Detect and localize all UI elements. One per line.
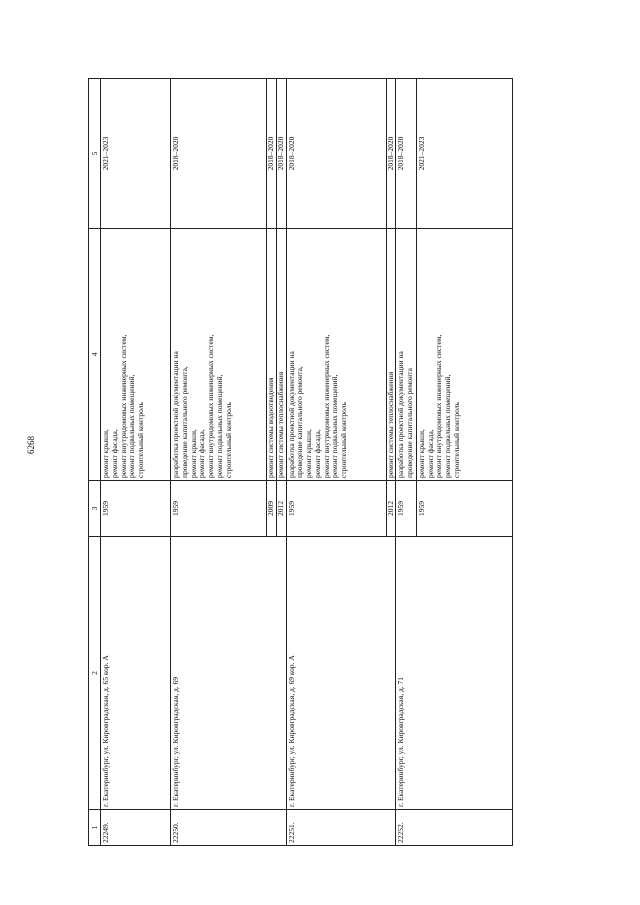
work-item: проведение капитального ремонта: [405, 368, 415, 478]
works-list: [396, 229, 417, 481]
work-item: проведение капитального ремонта,: [179, 366, 189, 478]
page-number: 6268: [26, 436, 36, 454]
works-list: [101, 229, 171, 481]
period: 2018–2020: [171, 79, 267, 229]
work-item: ремонт внутридомовых инженерных систем,: [206, 334, 216, 478]
work-item: ремонт фасада,: [109, 429, 119, 478]
table-row: [286, 79, 386, 846]
work-item: ремонт подвальных помещений,: [443, 374, 453, 478]
work-item: строительный контроль: [451, 402, 461, 478]
year: 2012: [276, 481, 286, 537]
col-header-3: 3: [89, 481, 101, 537]
header-row: [89, 79, 101, 846]
year: 1959: [416, 481, 512, 537]
col-header-1: 1: [89, 810, 101, 846]
table-row: [101, 79, 171, 846]
work-item: проведение капитального ремонта,: [295, 366, 305, 478]
work-item: ремонт системы теплоснабжения: [276, 229, 286, 481]
work-item: ремонт подвальных помещений,: [330, 374, 340, 478]
row-number: 22252.: [396, 810, 513, 846]
col-header-2: 2: [89, 537, 101, 810]
work-item: ремонт системы водоотведения: [267, 229, 277, 481]
table-row: [396, 79, 417, 846]
work-item: ремонт крыши,: [188, 429, 198, 478]
works-list: [286, 229, 386, 481]
address: г. Екатеринбург, ул. Кировградская, д. 65 кор. А: [101, 537, 171, 810]
work-item: ремонт фасада,: [197, 429, 207, 478]
year: 1959: [396, 481, 417, 537]
work-item: разработка проектной документации на: [171, 351, 180, 478]
work-item: ремонт подвальных помещений,: [127, 374, 137, 478]
col-header-4: 4: [89, 229, 101, 481]
year: 1959: [171, 481, 267, 537]
row-number: 22249.: [101, 810, 171, 846]
work-item: ремонт внутридомовых инженерных систем,: [434, 334, 444, 478]
work-item: ремонт фасада,: [425, 429, 435, 478]
works-list: [416, 229, 512, 481]
row-number: 22250.: [171, 810, 287, 846]
year: 2012: [386, 481, 396, 537]
rotated-table-wrapper: [88, 79, 566, 846]
work-item: ремонт крыши,: [416, 429, 426, 478]
work-item: строительный контроль: [223, 402, 233, 478]
work-item: строительный контроль: [339, 402, 349, 478]
year: 1959: [286, 481, 386, 537]
work-item: ремонт фасада,: [312, 429, 322, 478]
address: г. Екатеринбург, ул. Кировградская, д. 69 кор. А: [286, 537, 396, 810]
table-row: [171, 79, 267, 846]
col-header-5: 5: [89, 79, 101, 229]
period: 2018–2020: [396, 79, 417, 229]
work-item: ремонт внутридомовых инженерных систем,: [321, 334, 331, 478]
address: г. Екатеринбург, ул. Кировградская, д. 71: [396, 537, 513, 810]
repair-schedule-table: [88, 78, 513, 846]
work-item: ремонт крыши,: [304, 429, 314, 478]
period: 2018–2020: [276, 79, 286, 229]
row-number: 22251.: [286, 810, 396, 846]
period: 2018–2020: [286, 79, 386, 229]
period: 2021–2023: [416, 79, 512, 229]
work-item: ремонт системы теплоснабжения: [386, 229, 396, 481]
work-item: строительный контроль: [136, 402, 146, 478]
period: 2018–2020: [386, 79, 396, 229]
period: 2018–2020: [267, 79, 277, 229]
year: 1959: [101, 481, 171, 537]
work-item: разработка проектной документации на: [286, 351, 296, 478]
year: 2009: [267, 481, 277, 537]
address: г. Екатеринбург, ул. Кировградская, д. 69: [171, 537, 287, 810]
work-item: ремонт внутридомовых инженерных систем,: [118, 334, 128, 478]
period: 2021–2023: [101, 79, 171, 229]
work-item: ремонт подвальных помещений,: [214, 374, 224, 478]
work-item: разработка проектной документации на: [396, 351, 406, 478]
works-list: [171, 229, 267, 481]
work-item: ремонт крыши,: [101, 429, 110, 478]
